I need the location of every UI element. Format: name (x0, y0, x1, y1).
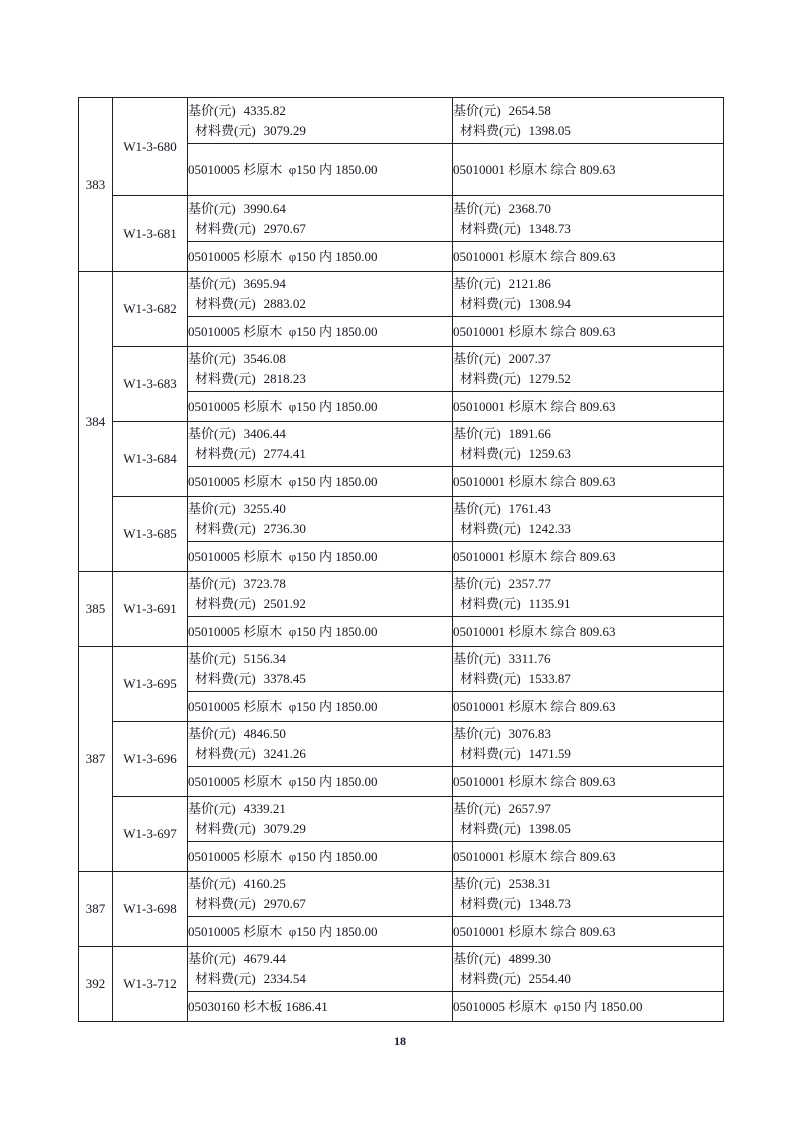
material-cost-line (188, 121, 452, 141)
material-cost-value: 3241.26 (263, 746, 306, 761)
base-price-label: 基价(元) (453, 726, 501, 741)
material-cost-value: 2334.54 (263, 971, 306, 986)
base-price-label: 基价(元) (453, 651, 501, 666)
base-price-label: 基价(元) (188, 501, 236, 516)
material-cost-label: 材料费(元) (195, 220, 256, 236)
material-line-left: 05010005 杉原木 φ150 内 1850.00 (188, 917, 453, 947)
base-price-value: 4339.21 (243, 801, 286, 816)
material-cost-label: 材料费(元) (195, 596, 256, 611)
base-price-label: 基价(元) (188, 351, 236, 366)
material-cost-value: 1398.05 (528, 821, 571, 836)
material-cost-label: 材料费(元) (195, 896, 256, 911)
group-number: 383 (79, 98, 113, 272)
material-line-left: 05030160 杉木板 1686.41 (188, 992, 453, 1022)
base-price-value: 3406.44 (243, 426, 286, 441)
base-price-value: 3311.76 (508, 651, 551, 666)
material-cost-line (453, 669, 723, 689)
base-price-value: 2654.58 (508, 102, 551, 118)
material-line-left: 05010005 杉原木 φ150 内 1850.00 (188, 542, 453, 572)
material-cost-value: 1279.52 (528, 371, 571, 386)
base-price-line (453, 799, 723, 819)
price-block-left (188, 196, 453, 242)
base-price-label: 基价(元) (453, 876, 501, 891)
base-price-value: 3076.83 (508, 726, 551, 741)
quota-code: W1-3-684 (113, 422, 188, 497)
base-price-value: 3723.78 (243, 576, 286, 591)
material-cost-line (453, 819, 723, 839)
material-line-right: 05010001 杉原木 综合 809.63 (453, 392, 724, 422)
material-cost-line (453, 121, 723, 141)
material-line-right: 05010001 杉原木 综合 809.63 (453, 692, 724, 722)
material-cost-label: 材料费(元) (460, 746, 521, 761)
base-price-line (453, 649, 723, 669)
material-cost-line (453, 219, 723, 239)
price-block-left (188, 422, 453, 467)
material-cost-line (188, 369, 452, 389)
price-block-right (453, 272, 724, 317)
price-block-left (188, 497, 453, 542)
quota-code: W1-3-698 (113, 872, 188, 947)
base-price-label: 基价(元) (188, 576, 236, 591)
base-price-value: 1761.43 (508, 501, 551, 516)
material-cost-label: 材料费(元) (460, 446, 521, 461)
base-price-line (188, 799, 452, 819)
material-cost-value: 1308.94 (528, 296, 571, 311)
material-cost-line (188, 669, 452, 689)
base-price-label: 基价(元) (453, 351, 501, 366)
material-cost-line (453, 894, 723, 914)
material-cost-line (188, 819, 452, 839)
quota-code: W1-3-695 (113, 647, 188, 722)
base-price-line (188, 949, 452, 969)
material-cost-value: 3079.29 (263, 821, 306, 836)
group-number: 385 (79, 572, 113, 647)
material-cost-value: 1259.63 (528, 446, 571, 461)
base-price-line (188, 349, 452, 369)
material-cost-line (188, 444, 452, 464)
base-price-label: 基价(元) (188, 951, 236, 966)
material-cost-value: 2818.23 (263, 371, 306, 386)
price-block-right (453, 647, 724, 692)
base-price-line (453, 101, 723, 121)
price-block-right (453, 347, 724, 392)
quota-price-table (78, 97, 724, 1022)
base-price-label: 基价(元) (188, 801, 236, 816)
base-price-line (188, 874, 452, 894)
material-line-left: 05010005 杉原木 φ150 内 1850.00 (188, 144, 453, 196)
base-price-label: 基价(元) (188, 651, 236, 666)
material-cost-value: 2736.30 (263, 521, 306, 536)
quota-code: W1-3-697 (113, 797, 188, 872)
material-cost-label: 材料费(元) (460, 896, 521, 911)
base-price-label: 基价(元) (453, 801, 501, 816)
material-cost-line (188, 744, 452, 764)
price-block-right (453, 872, 724, 917)
material-line-left: 05010005 杉原木 φ150 内 1850.00 (188, 842, 453, 872)
material-cost-label: 材料费(元) (195, 122, 256, 138)
material-cost-label: 材料费(元) (460, 521, 521, 536)
material-line-right: 05010001 杉原木 综合 809.63 (453, 617, 724, 647)
group-number: 384 (79, 272, 113, 572)
material-line-left: 05010005 杉原木 φ150 内 1850.00 (188, 392, 453, 422)
material-cost-value: 2554.40 (528, 971, 571, 986)
material-cost-line (188, 294, 452, 314)
quota-code: W1-3-681 (113, 196, 188, 272)
material-cost-value: 1348.73 (528, 220, 571, 236)
material-cost-line (453, 594, 723, 614)
base-price-line (453, 574, 723, 594)
base-price-label: 基价(元) (453, 200, 501, 216)
quota-code: W1-3-680 (113, 98, 188, 196)
base-price-value: 4899.30 (508, 951, 551, 966)
material-cost-value: 1242.33 (528, 521, 571, 536)
price-block-right (453, 497, 724, 542)
quota-code: W1-3-683 (113, 347, 188, 422)
material-cost-value: 2501.92 (263, 596, 306, 611)
material-cost-label: 材料费(元) (460, 296, 521, 311)
price-block-left (188, 572, 453, 617)
material-cost-value: 2970.67 (263, 220, 306, 236)
base-price-line (188, 101, 452, 121)
material-line-left: 05010005 杉原木 φ150 内 1850.00 (188, 317, 453, 347)
price-block-right (453, 196, 724, 242)
material-cost-line (188, 969, 452, 989)
base-price-value: 5156.34 (243, 651, 286, 666)
base-price-line (453, 199, 723, 219)
price-block-left (188, 797, 453, 842)
base-price-label: 基价(元) (188, 876, 236, 891)
base-price-value: 3255.40 (243, 501, 286, 516)
quota-code: W1-3-696 (113, 722, 188, 797)
base-price-value: 2007.37 (508, 351, 551, 366)
material-line-right: 05010001 杉原木 综合 809.63 (453, 917, 724, 947)
base-price-value: 3990.64 (243, 200, 286, 216)
base-price-line (188, 199, 452, 219)
material-cost-label: 材料费(元) (195, 521, 256, 536)
base-price-line (453, 499, 723, 519)
base-price-value: 1891.66 (508, 426, 551, 441)
material-cost-label: 材料费(元) (195, 446, 256, 461)
quota-code: W1-3-712 (113, 947, 188, 1022)
base-price-line (188, 499, 452, 519)
material-cost-line (453, 444, 723, 464)
material-cost-label: 材料费(元) (195, 746, 256, 761)
base-price-label: 基价(元) (188, 102, 236, 118)
material-cost-label: 材料费(元) (195, 371, 256, 386)
base-price-label: 基价(元) (188, 726, 236, 741)
material-line-left: 05010005 杉原木 φ150 内 1850.00 (188, 617, 453, 647)
base-price-value: 2368.70 (508, 200, 551, 216)
base-price-line (188, 424, 452, 444)
base-price-label: 基价(元) (453, 951, 501, 966)
base-price-value: 4160.25 (243, 876, 286, 891)
material-line-left: 05010005 杉原木 φ150 内 1850.00 (188, 467, 453, 497)
base-price-line (453, 949, 723, 969)
base-price-value: 4846.50 (243, 726, 286, 741)
base-price-value: 2121.86 (508, 276, 551, 291)
material-cost-label: 材料费(元) (195, 296, 256, 311)
material-cost-label: 材料费(元) (460, 220, 521, 236)
material-line-right: 05010001 杉原木 综合 809.63 (453, 542, 724, 572)
price-block-right (453, 572, 724, 617)
price-block-left (188, 347, 453, 392)
material-cost-value: 1471.59 (528, 746, 571, 761)
price-block-right (453, 722, 724, 767)
group-number: 387 (79, 872, 113, 947)
material-cost-line (188, 894, 452, 914)
material-cost-label: 材料费(元) (460, 122, 521, 138)
base-price-value: 3695.94 (243, 276, 286, 291)
base-price-label: 基价(元) (453, 576, 501, 591)
material-line-right: 05010001 杉原木 综合 809.63 (453, 144, 724, 196)
price-block-right (453, 422, 724, 467)
material-cost-value: 1135.91 (528, 596, 571, 611)
material-cost-label: 材料费(元) (195, 971, 256, 986)
quota-code: W1-3-682 (113, 272, 188, 347)
base-price-line (453, 724, 723, 744)
price-block-left (188, 947, 453, 992)
base-price-value: 4679.44 (243, 951, 286, 966)
material-line-right: 05010001 杉原木 综合 809.63 (453, 242, 724, 272)
quota-code: W1-3-685 (113, 497, 188, 572)
material-cost-label: 材料费(元) (460, 671, 521, 686)
price-block-right (453, 797, 724, 842)
base-price-value: 2657.97 (508, 801, 551, 816)
base-price-value: 4335.82 (243, 102, 286, 118)
material-cost-value: 2883.02 (263, 296, 306, 311)
material-cost-label: 材料费(元) (195, 671, 256, 686)
base-price-line (188, 649, 452, 669)
material-cost-value: 3079.29 (263, 122, 306, 138)
base-price-label: 基价(元) (453, 102, 501, 118)
material-cost-value: 3378.45 (263, 671, 306, 686)
material-line-left: 05010005 杉原木 φ150 内 1850.00 (188, 692, 453, 722)
base-price-value: 3546.08 (243, 351, 286, 366)
group-number: 387 (79, 647, 113, 872)
base-price-label: 基价(元) (453, 501, 501, 516)
base-price-line (453, 349, 723, 369)
price-block-right (453, 947, 724, 992)
material-cost-line (188, 519, 452, 539)
price-block-right (453, 98, 724, 144)
material-cost-value: 2970.67 (263, 896, 306, 911)
material-cost-value: 1533.87 (528, 671, 571, 686)
base-price-label: 基价(元) (188, 426, 236, 441)
base-price-line (188, 274, 452, 294)
price-block-left (188, 272, 453, 317)
base-price-value: 2538.31 (508, 876, 551, 891)
material-cost-label: 材料费(元) (460, 371, 521, 386)
material-cost-line (188, 594, 452, 614)
material-cost-label: 材料费(元) (460, 821, 521, 836)
quota-code: W1-3-691 (113, 572, 188, 647)
material-cost-label: 材料费(元) (195, 821, 256, 836)
material-cost-line (453, 519, 723, 539)
base-price-label: 基价(元) (453, 426, 501, 441)
material-line-right: 05010001 杉原木 综合 809.63 (453, 317, 724, 347)
material-line-left: 05010005 杉原木 φ150 内 1850.00 (188, 767, 453, 797)
price-block-left (188, 722, 453, 767)
base-price-line (188, 574, 452, 594)
material-cost-value: 1348.73 (528, 896, 571, 911)
material-line-right: 05010001 杉原木 综合 809.63 (453, 842, 724, 872)
material-cost-value: 2774.41 (263, 446, 306, 461)
base-price-line (453, 274, 723, 294)
group-number: 392 (79, 947, 113, 1022)
material-line-left: 05010005 杉原木 φ150 内 1850.00 (188, 242, 453, 272)
material-cost-value: 1398.05 (528, 122, 571, 138)
base-price-label: 基价(元) (188, 200, 236, 216)
base-price-label: 基价(元) (453, 276, 501, 291)
material-line-right: 05010005 杉原木 φ150 内 1850.00 (453, 992, 724, 1022)
material-cost-line (453, 744, 723, 764)
material-cost-line (453, 969, 723, 989)
material-cost-line (453, 369, 723, 389)
material-cost-line (188, 219, 452, 239)
base-price-label: 基价(元) (188, 276, 236, 291)
material-cost-line (453, 294, 723, 314)
base-price-line (453, 874, 723, 894)
price-block-left (188, 647, 453, 692)
base-price-line (453, 424, 723, 444)
page-number: 18 (394, 1034, 406, 1048)
material-cost-label: 材料费(元) (460, 596, 521, 611)
base-price-value: 2357.77 (508, 576, 551, 591)
price-block-left (188, 98, 453, 144)
material-line-right: 05010001 杉原木 综合 809.63 (453, 467, 724, 497)
material-cost-label: 材料费(元) (460, 971, 521, 986)
material-line-right: 05010001 杉原木 综合 809.63 (453, 767, 724, 797)
base-price-line (188, 724, 452, 744)
price-block-left (188, 872, 453, 917)
